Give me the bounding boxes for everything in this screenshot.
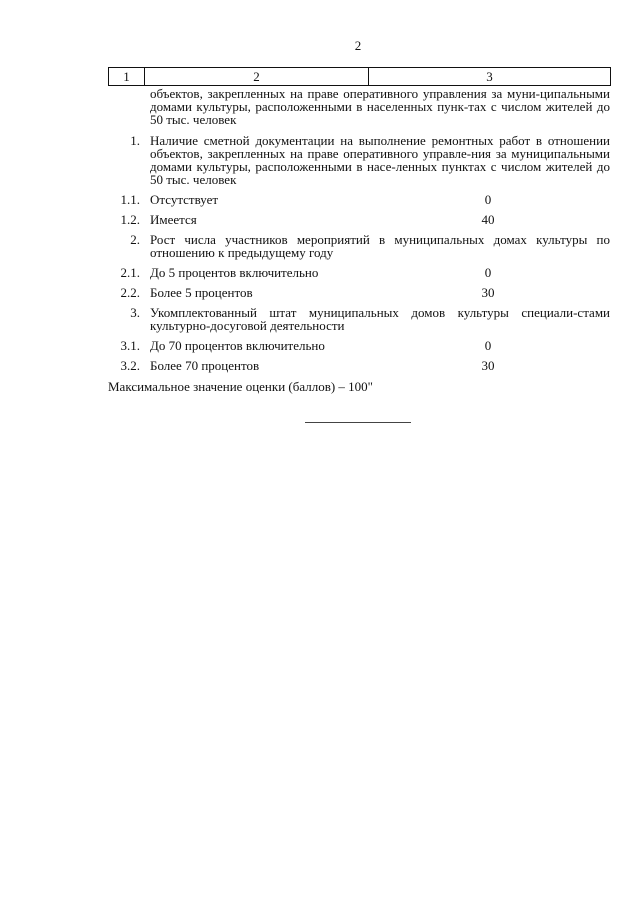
column-header-3: 3 bbox=[369, 68, 611, 86]
criterion-row bbox=[108, 306, 610, 332]
criterion-number: 3.1. bbox=[120, 338, 140, 353]
criterion-score: 0 bbox=[484, 192, 492, 207]
criterion-number: 2. bbox=[130, 232, 140, 247]
column-header-1: 1 bbox=[109, 68, 145, 86]
column-header-2: 2 bbox=[145, 68, 369, 86]
criterion-row bbox=[108, 193, 610, 206]
criterion-number: 3.2. bbox=[120, 358, 140, 373]
table-column-header bbox=[108, 67, 611, 86]
criterion-number: 2.1. bbox=[120, 265, 140, 280]
criterion-text: Рост числа участников мероприятий в муниципальных домах культуры по отношению к предыдущему году bbox=[150, 232, 610, 260]
criterion-text: Наличие сметной документации на выполнение ремонтных работ в отношении объектов, закрепленных на праве оперативного управле-ния за муниципальными домами культуры, расположенными в насе-ленных пунктах с числом жителей до 50 тыс. человек bbox=[150, 133, 610, 187]
criterion-number: 1.2. bbox=[120, 212, 140, 227]
criterion-text: Более 5 процентов bbox=[150, 285, 253, 300]
criterion-number: 1.1. bbox=[120, 192, 140, 207]
criterion-text: Имеется bbox=[150, 212, 197, 227]
criterion-row bbox=[108, 286, 610, 299]
criterion-number: 1. bbox=[130, 133, 140, 148]
criterion-score: 40 bbox=[481, 212, 495, 227]
criterion-row bbox=[108, 233, 610, 259]
criterion-row bbox=[108, 134, 610, 186]
continuation-text: объектов, закрепленных на праве оперативного управления за муни-ципальными домами культуры, расположенными в населенных пунк-тах с числом жителей до 50 тыс. человек bbox=[150, 86, 610, 127]
criterion-text: До 5 процентов включительно bbox=[150, 265, 319, 280]
criterion-number: 3. bbox=[130, 305, 140, 320]
separator-line bbox=[305, 422, 411, 423]
criterion-row bbox=[108, 213, 610, 226]
criterion-score: 0 bbox=[484, 338, 492, 353]
criterion-text: Укомплектованный штат муниципальных домов культуры специали-стами культурно-досуговой деятельности bbox=[150, 305, 610, 333]
page-number: 2 bbox=[354, 38, 362, 53]
criterion-text: Отсутствует bbox=[150, 192, 219, 207]
criterion-score: 30 bbox=[481, 358, 495, 373]
criterion-score: 30 bbox=[481, 285, 495, 300]
criterion-text: До 70 процентов включительно bbox=[150, 338, 325, 353]
criterion-row bbox=[108, 359, 610, 372]
criterion-row bbox=[108, 339, 610, 352]
criteria-document bbox=[108, 67, 610, 393]
criterion-number: 2.2. bbox=[120, 285, 140, 300]
criterion-row bbox=[108, 266, 610, 279]
max-score-line: Максимальное значение оценки (баллов) – 100" bbox=[108, 379, 373, 394]
criterion-score: 0 bbox=[484, 265, 492, 280]
criterion-text: Более 70 процентов bbox=[150, 358, 260, 373]
